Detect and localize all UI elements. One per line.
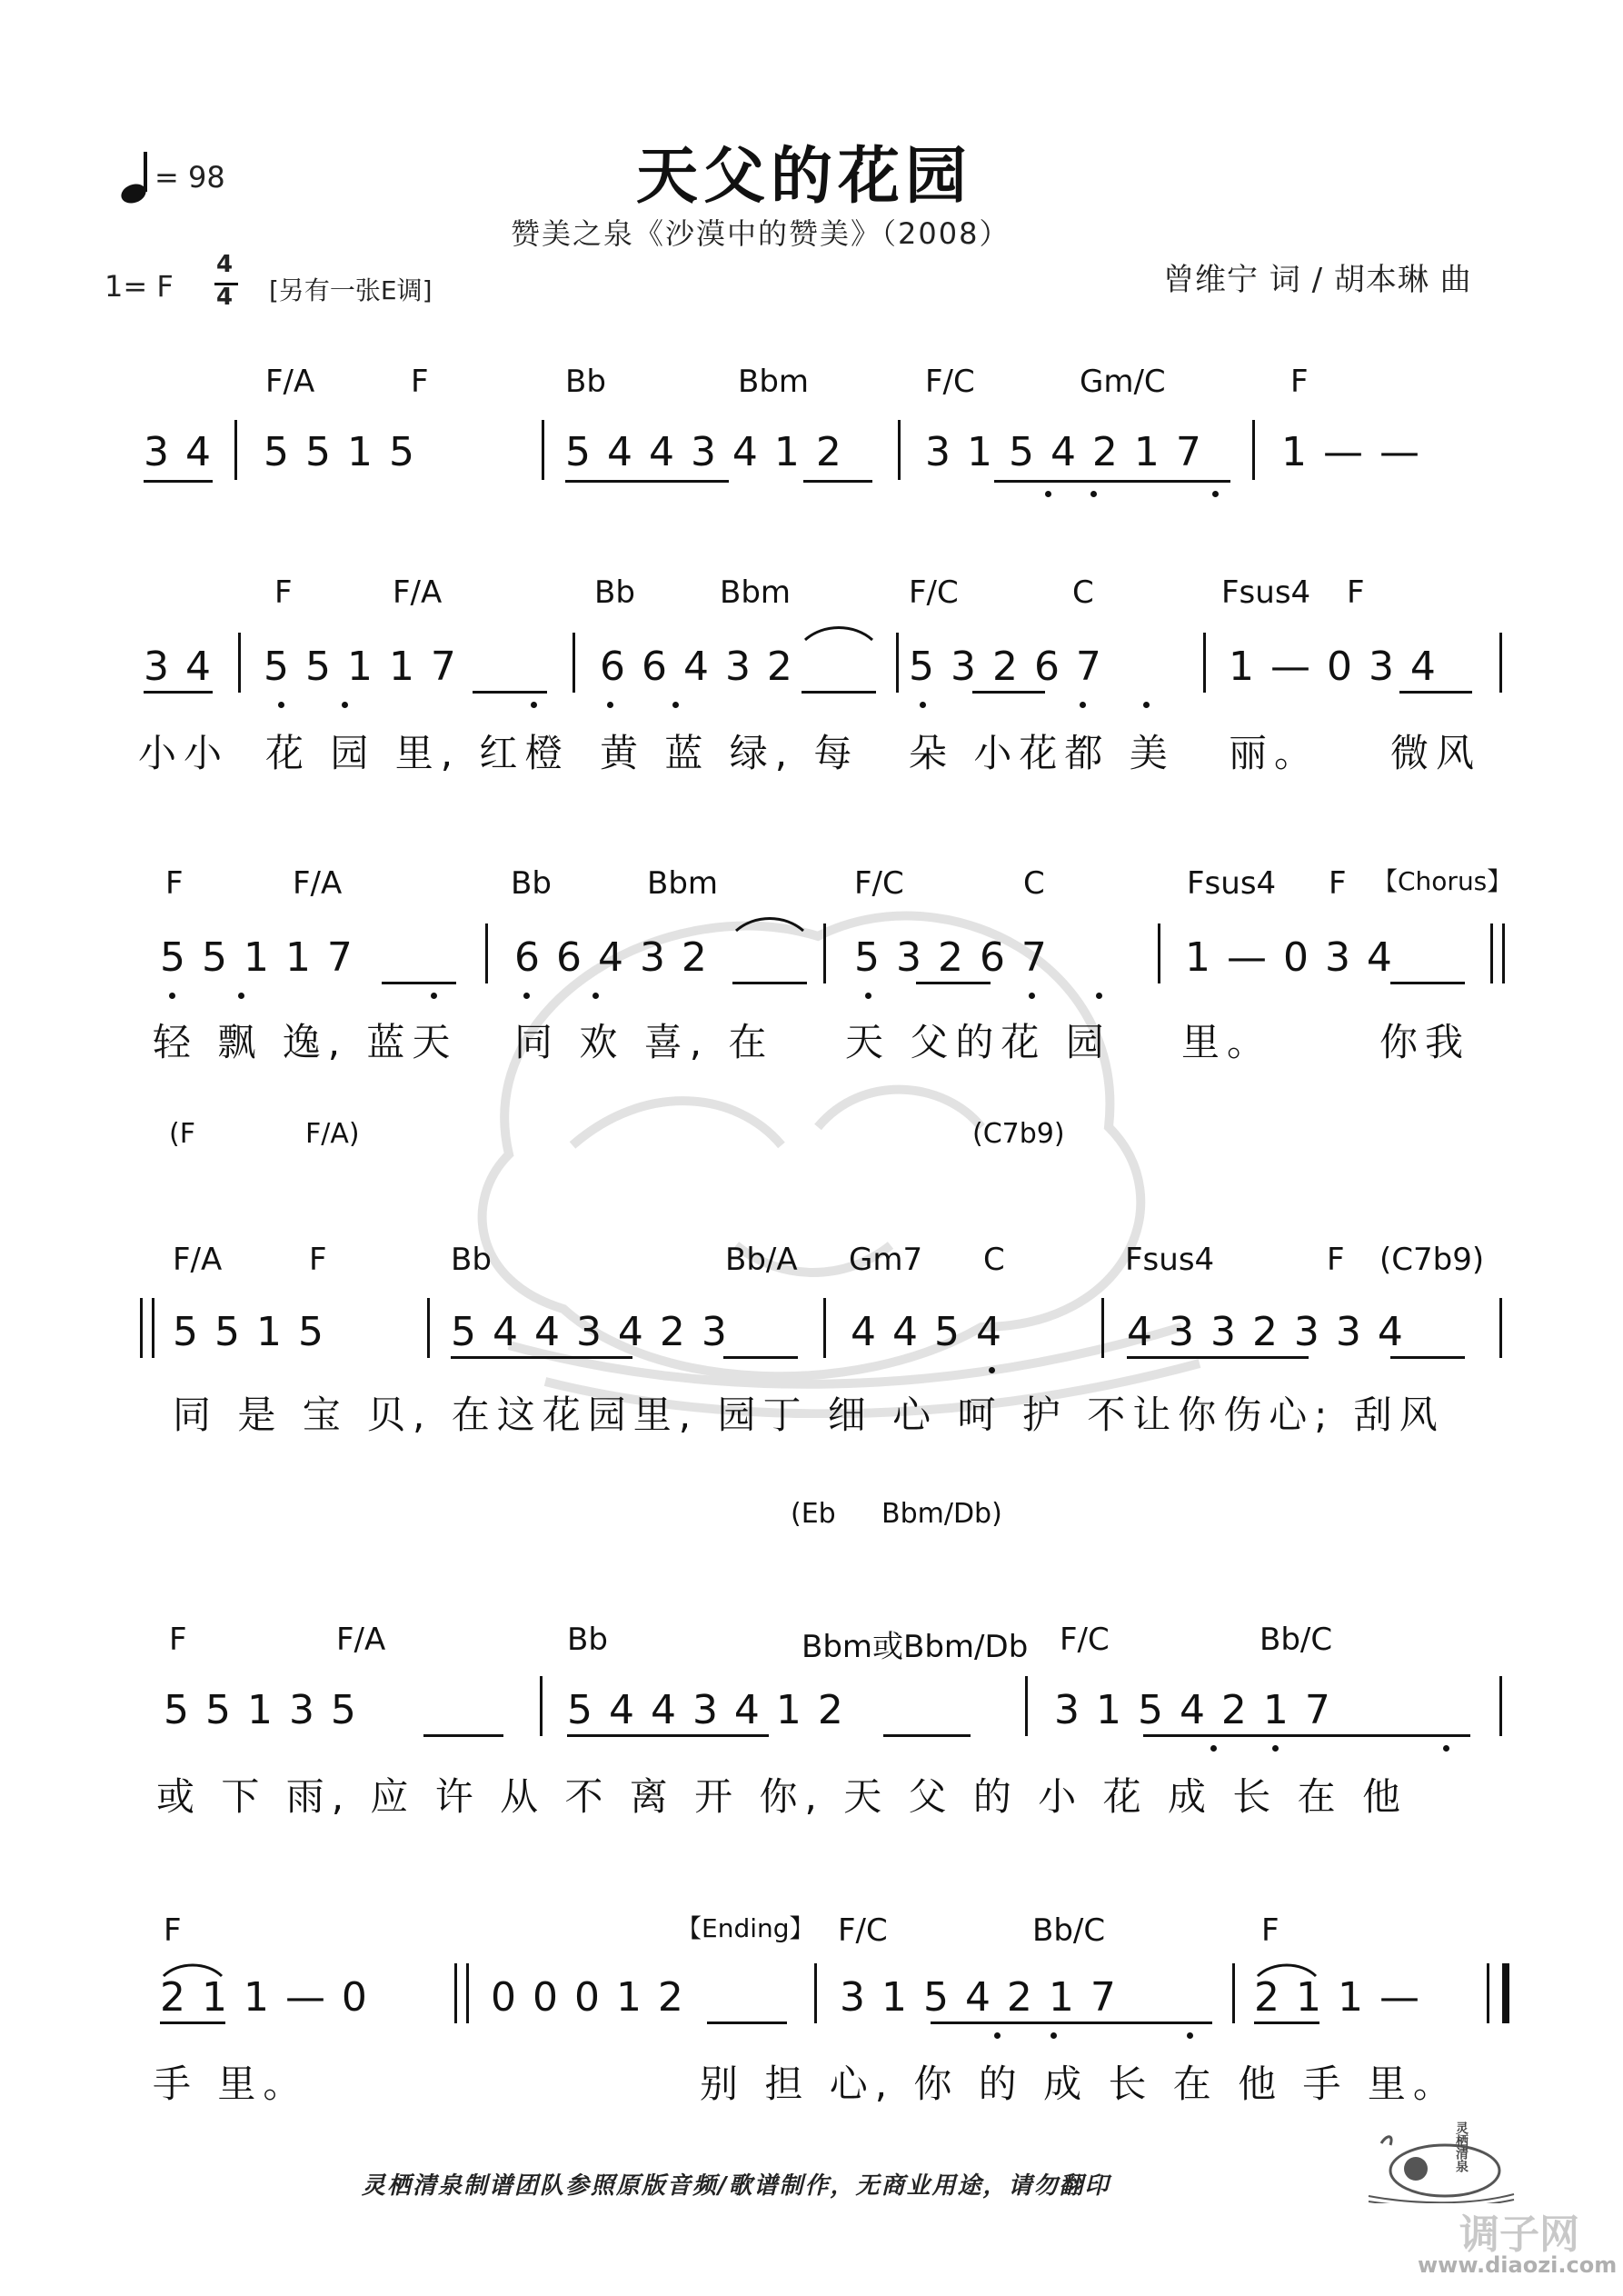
lyric-line: 同 欢 喜, 在 bbox=[514, 1020, 774, 1064]
chord-label: F/C bbox=[1060, 1622, 1110, 1658]
lower-octave-dot bbox=[672, 702, 679, 708]
chord-label: F/C bbox=[925, 364, 975, 400]
tempo-marking: = 98 bbox=[154, 160, 225, 195]
lower-octave-dot bbox=[1096, 993, 1102, 999]
chord-label: Fsus4 bbox=[1187, 865, 1277, 902]
eighth-beam bbox=[1143, 1734, 1470, 1737]
notes-measure: 6 6 4 3 2 bbox=[600, 644, 794, 690]
eighth-beam bbox=[144, 480, 213, 483]
barline bbox=[1232, 1963, 1235, 2023]
lyric-line: 微风 bbox=[1390, 731, 1482, 775]
eighth-beam bbox=[802, 691, 876, 694]
notes-measure: 5 3 2 6 7 bbox=[909, 644, 1103, 690]
chord-label: F bbox=[164, 1912, 182, 1949]
chord-label: Bb/A bbox=[725, 1242, 798, 1278]
chord-label: C bbox=[983, 1242, 1005, 1278]
chord-label: Gm7 bbox=[849, 1242, 923, 1278]
barline bbox=[234, 420, 237, 480]
chord-label: F/A bbox=[293, 865, 343, 902]
footer-note: 灵栖清泉制谱团队参照原版音频/歌谱制作，无商业用途，请勿翻印 bbox=[362, 2172, 1110, 2200]
notes-measure: 5 5 1 5 bbox=[173, 1309, 325, 1355]
lower-octave-dot bbox=[865, 993, 871, 999]
barline bbox=[896, 633, 899, 693]
eighth-beam bbox=[382, 982, 456, 984]
section-double-barline bbox=[1490, 923, 1505, 983]
chord-label: F/C bbox=[838, 1912, 888, 1949]
lyric-line: 花 园 里, 红橙 bbox=[265, 731, 571, 775]
chord-label: F bbox=[1347, 574, 1365, 611]
eighth-beam bbox=[473, 691, 547, 694]
barline bbox=[1203, 633, 1206, 693]
lyric-line: 小小 bbox=[138, 731, 230, 775]
lower-octave-dot bbox=[989, 1367, 995, 1373]
lyric-line: 黄 蓝 绿, 每 bbox=[600, 731, 860, 775]
barline bbox=[1025, 1676, 1028, 1736]
slur-icon bbox=[732, 913, 807, 934]
chord-label: F bbox=[309, 1242, 327, 1278]
notes-measure: 5 5 1 3 5 bbox=[164, 1687, 358, 1733]
barline bbox=[573, 633, 575, 693]
barline bbox=[1499, 633, 1502, 693]
notes-measure: 2 1 1 — 0 bbox=[160, 1974, 369, 2021]
eighth-beam bbox=[916, 982, 991, 984]
chord-label: F bbox=[1261, 1912, 1279, 1949]
lower-octave-dot bbox=[1090, 491, 1097, 497]
barline bbox=[1252, 420, 1255, 480]
eighth-beam bbox=[1399, 691, 1472, 694]
notes-measure: 5 5 1 1 7 bbox=[160, 934, 354, 981]
eighth-beam bbox=[160, 2021, 225, 2024]
time-signature-denominator: 4 bbox=[216, 284, 234, 311]
lower-octave-dot bbox=[1143, 702, 1150, 708]
barline bbox=[1499, 1298, 1502, 1358]
page-title: 天父的花园 bbox=[636, 141, 973, 213]
chord-label: F bbox=[274, 574, 293, 611]
notes-measure: 2 1 1 — bbox=[1254, 1974, 1421, 2021]
notes-measure: 1 — 0 3 4 bbox=[1185, 934, 1394, 981]
chord-label: F/A bbox=[393, 574, 443, 611]
lyric-line: 朵 小花都 美 bbox=[909, 731, 1175, 775]
eighth-beam bbox=[1390, 1356, 1465, 1359]
notes-measure: 0 0 0 1 2 bbox=[491, 1974, 685, 2021]
time-signature-numerator: 4 bbox=[216, 251, 234, 278]
notes-measure: 5 4 4 3 4 2 3 bbox=[451, 1309, 729, 1355]
barline bbox=[238, 633, 241, 693]
lower-octave-dot bbox=[342, 702, 348, 708]
slur-icon bbox=[1254, 1960, 1319, 1980]
barline bbox=[485, 923, 488, 983]
section-label-ending: 【Ending】 bbox=[676, 1913, 815, 1943]
lower-octave-dot bbox=[523, 993, 530, 999]
barline bbox=[814, 1963, 817, 2023]
notes-measure: 3 4 bbox=[144, 429, 213, 475]
chord-label: Bbm bbox=[647, 865, 719, 902]
notes-measure: 3 1 5 4 2 1 7 bbox=[925, 429, 1203, 475]
notes-measure: 5 4 4 3 4 1 2 bbox=[565, 429, 843, 475]
lower-octave-dot bbox=[1080, 702, 1086, 708]
notes-measure: 4 4 5 4 bbox=[851, 1309, 1003, 1355]
chord-label: F bbox=[411, 364, 429, 400]
slur-icon bbox=[802, 622, 876, 644]
eighth-beam bbox=[732, 982, 807, 984]
lower-octave-dot bbox=[1212, 491, 1219, 497]
lower-octave-dot bbox=[431, 993, 437, 999]
lyric-line: 你我 bbox=[1379, 1020, 1471, 1064]
chord-label: F bbox=[1290, 364, 1309, 400]
eighth-beam bbox=[803, 480, 872, 483]
lower-octave-dot bbox=[1210, 1745, 1217, 1752]
notes-measure: 1 — 0 3 4 bbox=[1229, 644, 1438, 690]
lower-octave-dot bbox=[1443, 1745, 1449, 1752]
eighth-beam bbox=[1127, 1356, 1309, 1359]
notes-measure: 5 3 2 6 7 bbox=[854, 934, 1049, 981]
chord-label: Bbm bbox=[720, 574, 792, 611]
chord-label: Fsus4 bbox=[1125, 1242, 1215, 1278]
section-double-barline bbox=[140, 1298, 154, 1358]
notes-measure: 5 5 1 1 7 bbox=[264, 644, 458, 690]
eighth-beam bbox=[565, 480, 729, 483]
lower-octave-dot bbox=[531, 702, 537, 708]
notes-measure: 5 5 1 5 bbox=[264, 429, 416, 475]
barline bbox=[823, 1298, 826, 1358]
barline bbox=[1158, 923, 1160, 983]
chord-label: Bb/C bbox=[1032, 1912, 1106, 1949]
alt-key-note: [另有一张E调] bbox=[269, 275, 433, 305]
chord-label: F/A bbox=[265, 364, 315, 400]
studio-logo bbox=[1363, 2118, 1518, 2203]
chord-label: Bb bbox=[594, 574, 635, 611]
chord-label: Gm/C bbox=[1080, 364, 1166, 400]
lower-octave-dot bbox=[1045, 491, 1051, 497]
lyric-line: 里。 bbox=[1181, 1020, 1273, 1064]
eighth-beam bbox=[144, 691, 213, 694]
site-watermark-name: 调子网 bbox=[1459, 2211, 1579, 2258]
chord-label: C bbox=[1072, 574, 1094, 611]
subtitle: 赞美之泉《沙漠中的赞美》（2008） bbox=[511, 216, 1011, 251]
lower-octave-dot bbox=[592, 993, 599, 999]
section-label-chorus: 【Chorus】 bbox=[1372, 866, 1513, 896]
lower-octave-dot bbox=[1272, 1745, 1279, 1752]
alt-chord-label: (C7b9) bbox=[972, 1118, 1065, 1150]
lower-octave-dot bbox=[1050, 2032, 1057, 2039]
chord-label: F/C bbox=[909, 574, 959, 611]
notes-measure: 3 1 5 4 2 1 7 bbox=[1054, 1687, 1332, 1733]
chord-label: F bbox=[1329, 865, 1347, 902]
site-watermark-url: www.diaozi.com bbox=[1418, 2252, 1618, 2278]
chord-label: F bbox=[165, 865, 184, 902]
final-barline bbox=[1487, 1963, 1509, 2023]
studio-logo-text: 灵栖清泉 bbox=[1454, 2121, 1469, 2172]
notes-measure: 6 6 4 3 2 bbox=[514, 934, 709, 981]
chord-label: Bb bbox=[511, 865, 552, 902]
eighth-beam bbox=[423, 1734, 503, 1737]
lyric-line: 天 父的花 园 bbox=[845, 1020, 1111, 1064]
eighth-beam bbox=[723, 1356, 798, 1359]
lower-octave-dot bbox=[169, 993, 175, 999]
lyric-line: 同 是 宝 贝, 在这花园里, 园丁 细 心 呵 护 不让你伤心; 刮风 bbox=[173, 1393, 1445, 1437]
eighth-beam bbox=[972, 691, 1045, 694]
barline bbox=[898, 420, 901, 480]
lyric-line: 别 担 心, 你 的 成 长 在 他 手 里。 bbox=[700, 2061, 1459, 2106]
notes-measure: 1 — — bbox=[1281, 429, 1421, 475]
slur-icon bbox=[160, 1960, 225, 1980]
notes-measure: 4 3 3 2 3 3 4 bbox=[1127, 1309, 1405, 1355]
section-double-barline bbox=[454, 1963, 469, 2023]
chord-label: Bbm bbox=[738, 364, 810, 400]
key-signature: 1= F bbox=[105, 269, 174, 304]
chord-label: F bbox=[1327, 1242, 1345, 1278]
lower-octave-dot bbox=[994, 2032, 1001, 2039]
eighth-beam bbox=[931, 2021, 1212, 2024]
barline bbox=[823, 923, 826, 983]
barline bbox=[542, 420, 544, 480]
lyric-line: 手 里。 bbox=[153, 2061, 309, 2106]
alt-chord-label: Bbm/Db) bbox=[881, 1498, 1002, 1530]
lyricist-composer: 曾维宁 词 / 胡本琳 曲 bbox=[1163, 262, 1472, 298]
lower-octave-dot bbox=[278, 702, 284, 708]
barline bbox=[427, 1298, 430, 1358]
eighth-beam bbox=[1254, 2021, 1319, 2024]
notes-measure: 3 1 5 4 2 1 7 bbox=[840, 1974, 1118, 2021]
lyric-line: 丽。 bbox=[1229, 731, 1320, 775]
barline bbox=[1101, 1298, 1104, 1358]
chord-label: Bb bbox=[567, 1622, 608, 1658]
lyric-line: 或 下 雨, 应 许 从 不 离 开 你, 天 父 的 小 花 成 长 在 他 bbox=[156, 1774, 1409, 1819]
lower-octave-dot bbox=[238, 993, 244, 999]
barline bbox=[1499, 1676, 1502, 1736]
notes-measure: 3 4 bbox=[144, 644, 213, 690]
chord-label: F/A bbox=[173, 1242, 223, 1278]
lower-octave-dot bbox=[607, 702, 613, 708]
chord-label: Bbm或Bbm/Db bbox=[802, 1629, 1029, 1665]
chord-label: Bb bbox=[565, 364, 606, 400]
alt-chord-label: (Eb bbox=[791, 1498, 836, 1530]
alt-chord-label: (F bbox=[169, 1118, 195, 1150]
chord-label: F/C bbox=[854, 865, 904, 902]
lyric-line: 轻 飘 逸, 蓝天 bbox=[153, 1020, 458, 1064]
eighth-beam bbox=[567, 1734, 769, 1737]
chord-label: F bbox=[169, 1622, 187, 1658]
chord-label: Bb/C bbox=[1260, 1622, 1333, 1658]
sheep-logo-icon bbox=[1363, 2118, 1518, 2203]
lower-octave-dot bbox=[1029, 993, 1035, 999]
eighth-beam bbox=[707, 2021, 787, 2024]
lower-octave-dot bbox=[1187, 2032, 1193, 2039]
chord-label: F/A bbox=[336, 1622, 386, 1658]
alt-chord-label: F/A) bbox=[305, 1118, 360, 1150]
barline bbox=[540, 1676, 543, 1736]
eighth-beam bbox=[451, 1356, 632, 1359]
chord-label: (C7b9) bbox=[1379, 1242, 1485, 1278]
notes-measure: 5 4 4 3 4 1 2 bbox=[567, 1687, 845, 1733]
eighth-beam bbox=[1390, 982, 1465, 984]
chord-label: Fsus4 bbox=[1221, 574, 1311, 611]
chord-label: Bb bbox=[451, 1242, 492, 1278]
lower-octave-dot bbox=[920, 702, 926, 708]
eighth-beam bbox=[994, 480, 1230, 483]
chord-label: C bbox=[1023, 865, 1045, 902]
eighth-beam bbox=[883, 1734, 971, 1737]
